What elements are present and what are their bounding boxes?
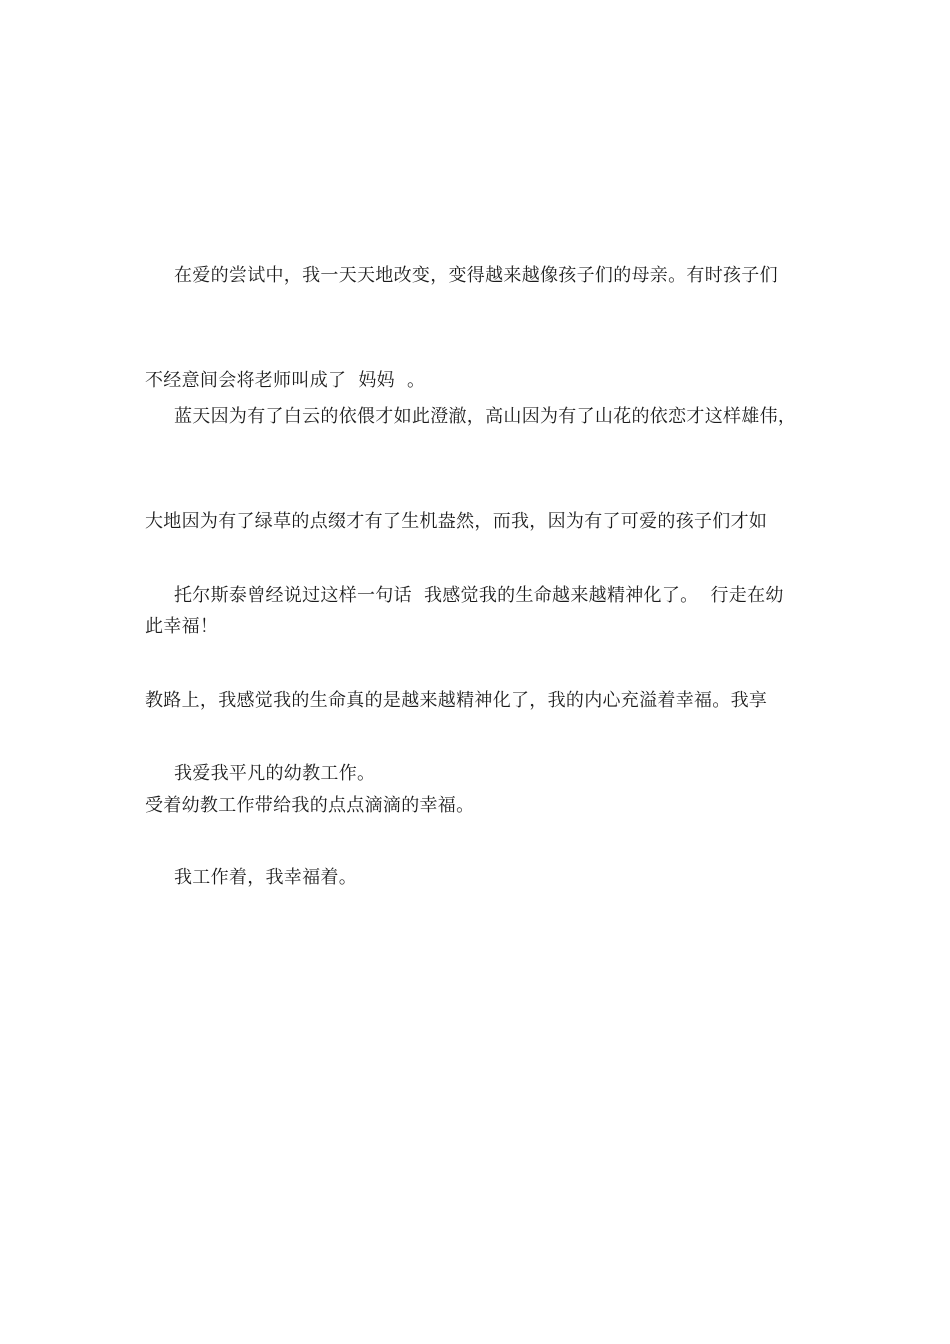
paragraph-line: 我工作着，我幸福着。	[174, 867, 357, 888]
paragraph-line: 在爱的尝试中，我一天天地改变，变得越来越像孩子们的母亲。有时孩子们	[174, 265, 778, 286]
paragraph-line: 此幸福！	[145, 616, 219, 637]
paragraph-line: 受着幼教工作带给我的点点滴滴的幸福。	[145, 795, 475, 816]
paragraph-5	[145, 790, 825, 965]
paragraph-line: 不经意间会将老师叫成了 妈妈 。	[145, 370, 426, 391]
paragraph-line: 托尔斯泰曾经说过这样一句话 我感觉我的生命越来越精神化了。 行走在幼	[174, 585, 784, 606]
paragraph-line: 蓝天因为有了白云的依偎才如此澄澈，高山因为有了山花的依恋才这样雄伟，	[174, 406, 797, 427]
paragraph-line: 大地因为有了绿草的点缀才有了生机盎然，而我，因为有了可爱的孩子们才如	[145, 511, 768, 532]
paragraph-line: 教路上，我感觉我的生命真的是越来越精神化了，我的内心充溢着幸福。我享	[145, 690, 768, 711]
paragraph-line: 我爱我平凡的幼教工作。	[174, 763, 376, 784]
